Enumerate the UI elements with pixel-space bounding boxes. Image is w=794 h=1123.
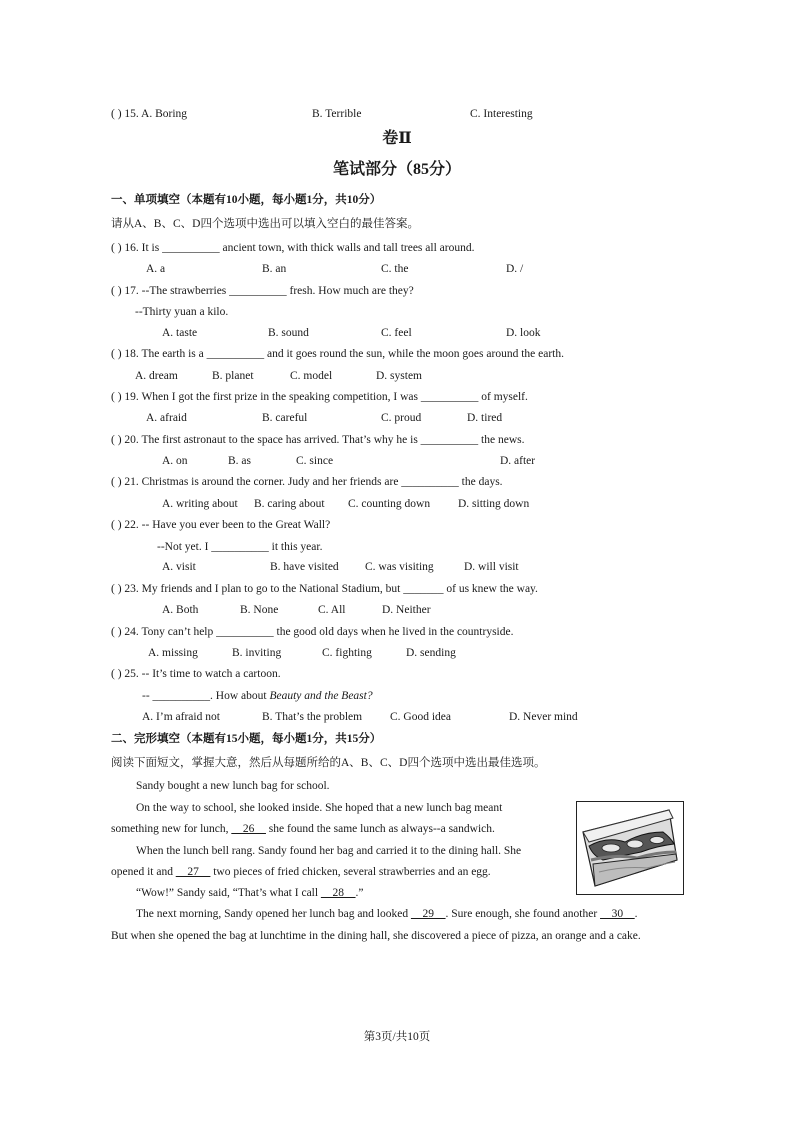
q20-option-b: B. as [228,455,251,467]
q15-option-b: B. Terrible [312,108,362,120]
passage-p5 [136,907,637,921]
q24-option-d: D. sending [406,647,456,659]
passage-p3b [111,865,491,879]
passage-p4-post: .” [355,887,364,899]
q15-option-c: C. Interesting [470,108,533,120]
q22-option-b: B. have visited [270,561,339,573]
q23-stem: ( ) 23. My friends and I plan to go to the National Stadium, but _______ of us knew the way. [111,583,538,595]
passage-p2b-pre: something new for lunch, [111,823,232,835]
q16-option-a: A. a [146,263,166,275]
section2-instruction: 阅读下面短文，掌握大意，然后从每题所给的A、B、C、D四个选项中选出最佳选项。 [111,757,546,769]
q25-stem: ( ) 25. -- It’s time to watch a cartoon. [111,668,281,680]
q24-option-c: C. fighting [322,647,372,659]
q17-option-b: B. sound [268,327,309,339]
q24-stem: ( ) 24. Tony can’t help __________ the good old days when he lived in the countryside. [111,626,514,638]
q25-line2 [142,689,373,703]
passage-p5-pre: The next morning, Sandy opened her lunch bag and looked [136,908,411,920]
passage-p3b-pre: opened it and [111,866,176,878]
section1-instruction: 请从A、B、C、D四个选项中选出可以填入空白的最佳答案。 [111,218,419,230]
passage-p2b [111,822,495,836]
q19-option-c: C. proud [381,412,422,424]
page-footer: 第3页/共10页 [363,1031,431,1043]
q17-option-a: A. taste [162,327,198,339]
section2-title: 二、完形填空（本题有15小题，每小题1分，共15分） [111,733,382,745]
sandwich-illustration [576,801,684,895]
q18-option-d: D. system [376,370,422,382]
q22-option-d: D. will visit [464,561,519,573]
passage-p5-post: . [634,908,638,920]
passage-p2b-post: she found the same lunch as always--a sandwich. [265,823,495,835]
q16-option-d: D. / [506,263,524,275]
q17-stem: ( ) 17. --The strawberries __________ fresh. How much are they? [111,285,414,297]
part-title: 笔试部分（85分） [332,161,461,178]
passage-p3b-post: two pieces of fried chicken, several strawberries and an egg. [210,866,491,878]
passage-p4 [136,886,363,900]
q22-option-c: C. was visiting [365,561,434,573]
passage-p4-pre: “Wow!” Sandy said, “That’s what I call [136,887,321,899]
blank-27: __27__ [175,866,211,878]
q25-line2-text: -- __________. How about [142,690,270,702]
q24-option-b: B. inviting [232,647,282,659]
passage-p6: But when she opened the bag at lunchtime in the dining hall, she discovered a piece of pizza, an orange and a cake. [111,930,641,942]
q23-option-a: A. Both [162,604,199,616]
q17-line2: --Thirty yuan a kilo. [135,306,229,318]
q20-option-a: A. on [162,455,188,467]
q21-option-d: D. sitting down [458,498,530,510]
q25-option-c: C. Good idea [390,711,452,723]
blank-29: __29__ [410,908,446,920]
q18-stem: ( ) 18. The earth is a __________ and it goes round the sun, while the moon goes around the earth. [111,348,564,360]
q18-option-b: B. planet [212,370,254,382]
q24-option-a: A. missing [148,647,198,659]
passage-p2a: On the way to school, she looked inside. She hoped that a new lunch bag meant [136,802,503,814]
q19-option-a: A. afraid [146,412,187,424]
q22-stem: ( ) 22. -- Have you ever been to the Great Wall? [111,519,331,531]
q23-option-c: C. All [318,604,346,616]
q19-stem: ( ) 19. When I got the first prize in the speaking competition, I was __________ of myself. [111,391,528,403]
q19-option-d: D. tired [467,412,503,424]
q16-stem: ( ) 16. It is __________ ancient town, with thick walls and tall trees all around. [111,242,475,254]
q21-stem: ( ) 21. Christmas is around the corner. Judy and her friends are __________ the days. [111,476,503,488]
passage-p3a: When the lunch bell rang. Sandy found her bag and carried it to the dining hall. She [136,845,522,857]
section1-title: 一、单项填空（本题有10小题，每小题1分，共10分） [111,194,382,206]
q25-option-a: A. I’m afraid not [142,711,220,723]
blank-30: __30__ [600,908,635,920]
q16-option-b: B. an [262,263,287,275]
passage-p1: Sandy bought a new lunch bag for school. [136,780,330,792]
q25-option-d: D. Never mind [509,711,578,723]
blank-26: __26__ [231,823,266,835]
blank-28: __28__ [320,887,356,899]
q19-option-b: B. careful [262,412,308,424]
q25-option-b: B. That’s the problem [262,711,363,723]
q20-option-c: C. since [296,455,334,467]
q17-option-d: D. look [506,327,541,339]
volume-title: 卷Ⅱ [382,130,412,147]
q25-line2-title: Beauty and the Beast? [269,690,373,702]
passage-p5-mid: . Sure enough, she found another [445,908,601,920]
q22-option-a: A. visit [162,561,196,573]
q20-stem: ( ) 20. The first astronaut to the space has arrived. That’s why he is __________ the news. [111,434,525,446]
q18-option-a: A. dream [135,370,178,382]
sandwich-icon [577,802,683,894]
q21-option-b: B. caring about [254,498,325,510]
q20-option-d: D. after [500,455,536,467]
q18-option-c: C. model [290,370,333,382]
q21-option-c: C. counting down [348,498,431,510]
q22-line2: --Not yet. I __________ it this year. [157,541,323,553]
q16-option-c: C. the [381,263,409,275]
q15-stem: ( ) 15. A. Boring [111,108,188,120]
q23-option-b: B. None [240,604,279,616]
q17-option-c: C. feel [381,327,412,339]
q23-option-d: D. Neither [382,604,431,616]
q21-option-a: A. writing about [162,498,238,510]
